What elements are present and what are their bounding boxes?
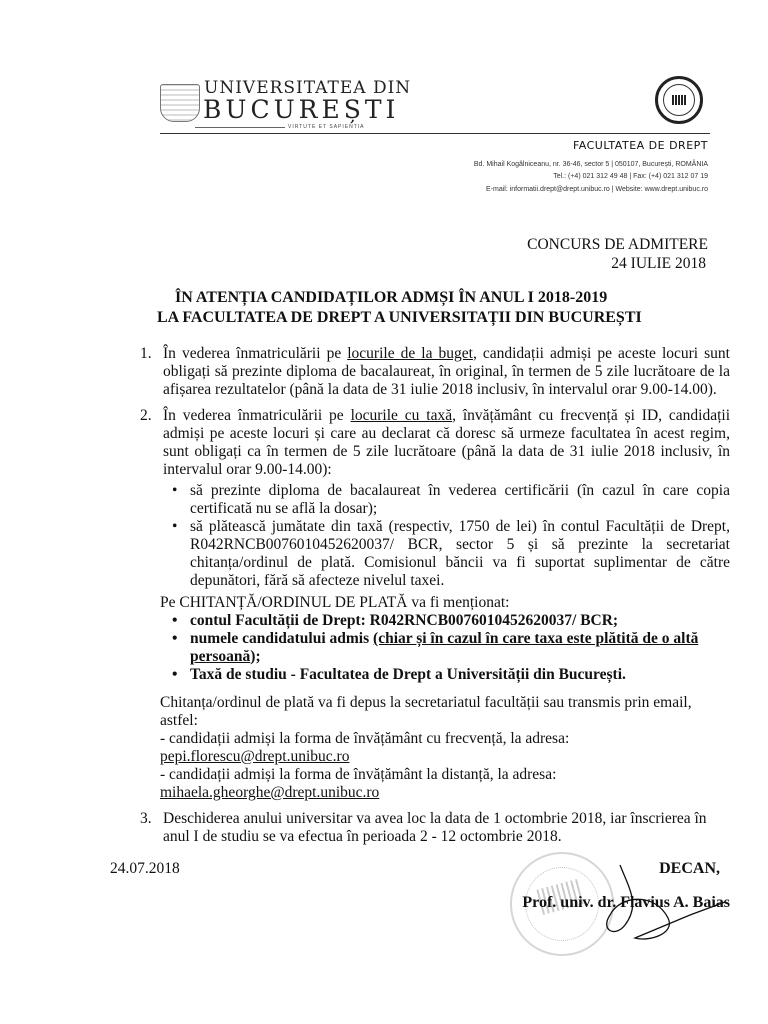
faculty-seal <box>655 76 703 124</box>
list-item <box>172 630 730 666</box>
event-title: CONCURS DE ADMITERE <box>527 236 708 253</box>
faculty-address: Bd. Mihail Kogălniceanu, nr. 36-46, sector 5 | 050107, București, ROMÂNIA <box>473 161 708 168</box>
submission-intro: Chitanța/ordinul de plată va fi depus la secretariatul facultății sau transmis prin email, astfel: <box>160 694 692 729</box>
header-rule <box>160 133 710 134</box>
text: (chiar și în cazul în care taxa este plătită de o altă persoană <box>190 630 699 665</box>
footer <box>110 860 730 950</box>
document-title-line1: ÎN ATENȚIA CANDIDAȚILOR ADMȘI ÎN ANUL I 2018-2019 <box>175 289 608 306</box>
item-1 <box>140 345 730 399</box>
budget-places-text: locurile de la buget <box>347 345 473 362</box>
email-link-2[interactable]: mihaela.gheorghe@drept.unibuc.ro <box>160 784 380 801</box>
fee-places-text: locurile cu taxă <box>350 407 453 424</box>
event-date: 24 IULIE 2018 <box>611 255 706 272</box>
item-number: 2. <box>140 407 152 424</box>
text: ); <box>250 648 261 665</box>
submission-line-2: - candidații admiși la forma de învățământ la distanță, la adresa: <box>160 766 557 783</box>
receipt-intro: Pe CHITANȚĂ/ORDINUL DE PLATĂ va fi menționat: <box>160 594 510 611</box>
signatory-role: DECAN, <box>659 860 720 877</box>
item-2-bullets <box>172 482 730 590</box>
item-2-text <box>163 407 730 479</box>
submission-block <box>160 694 730 802</box>
list-item: • să prezinte diploma de bacalaureat în vederea certificării (în cazul în care copia certificată nu se află la dosar); <box>172 482 730 518</box>
document-date: 24.07.2018 <box>110 860 180 877</box>
faculty-email: E-mail: informatii.drept@drept.unibuc.ro | Website: www.drept.unibuc.ro <box>485 186 708 193</box>
university-name-line2: BUCUREȘTI <box>203 95 400 124</box>
text: , candidații admiși pe aceste locuri sunt obligați să prezinte diploma de bacalaureat, în original, în termen de 5 zile lucrătoare de la afișarea rezultatelor (până la data de 31 iulie 2018 inclusiv, în intervalul orar 9.00-14.00). <box>163 345 730 398</box>
faculty-phone: Tel.: (+4) 021 312 49 48 | Fax: (+4) 021 312 07 19 <box>553 173 708 180</box>
email-link-1[interactable]: pepi.florescu@drept.unibuc.ro <box>160 748 350 765</box>
submission-line-1: - candidații admiși la forma de învățământ cu frecvență, la adresa: <box>160 730 570 747</box>
text: numele candidatului admis <box>190 630 374 647</box>
item-1-text <box>163 345 730 399</box>
list-item: • contul Facultății de Drept: R042RNCB0076010452620037/ BCR; <box>172 612 730 630</box>
document-body <box>110 345 730 950</box>
list-item: • Taxă de studiu - Facultatea de Drept a Universității din București. <box>172 666 730 684</box>
receipt-bullets <box>172 612 730 684</box>
item-3 <box>140 810 730 846</box>
item-3-text: Deschiderea anului universitar va avea loc la data de 1 octombrie 2018, iar înscrierea în anul I de studiu se va efectua în perioada 2 - 12 octombrie 2018. <box>163 810 707 845</box>
signatory-name: Prof. univ. dr. Flavius A. Baias <box>522 894 730 911</box>
university-logo <box>160 84 200 122</box>
item-number: 1. <box>140 345 152 362</box>
motto: VIRTUTE ET SAPIENTIA <box>288 124 365 130</box>
faculty-name: FACULTATEA DE DREPT <box>572 139 708 152</box>
text: , învățământ cu frecvență și ID, candidații admiși pe aceste locuri și care au declarat că doresc să urmeze facultatea în acest regim, sunt obligați ca în termen de 5 zile lucrătoare (până la data de 31 iulie 2018 inclusiv, în intervalul orar 9.00-14.00): <box>163 407 730 478</box>
list-item: • să plătească jumătate din taxă (respectiv, 1750 de lei) în contul Facultății de Drept, R042RNCB0076010452620037/ BCR, sector 5 și să prezinte la secretariat chitanța/ordinul de plată. Comisionul băncii va fi suportat suplimentar de către depunători, fără să afecteze nivelul taxei. <box>172 518 730 590</box>
motto-rule <box>195 127 285 128</box>
university-name-line1: UNIVERSITATEA DIN <box>204 78 412 98</box>
text: În vederea înmatriculării pe <box>163 407 351 424</box>
document-title-line2: LA FACULTATEA DE DREPT A UNIVERSITAȚII DIN BUCUREȘTI <box>157 309 642 326</box>
item-number: 3. <box>140 810 152 827</box>
item-2 <box>140 407 730 479</box>
footer-row <box>110 860 730 878</box>
text: În vederea înmatriculării pe <box>163 345 348 362</box>
